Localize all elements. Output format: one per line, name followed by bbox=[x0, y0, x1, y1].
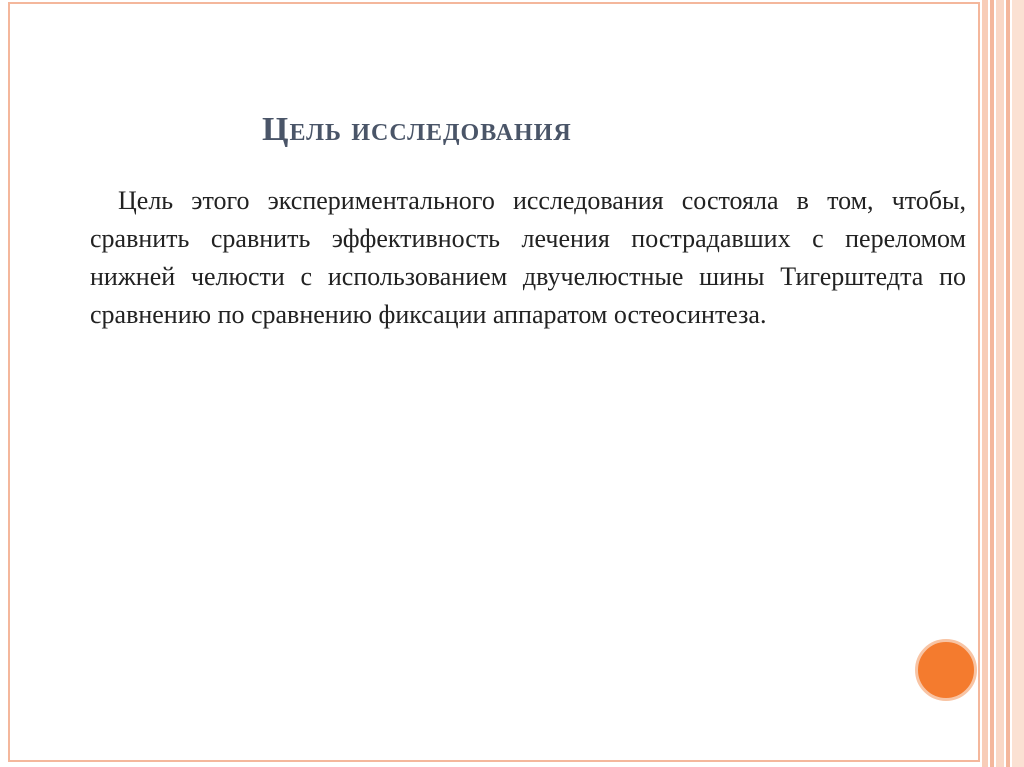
decorative-stripe bbox=[982, 0, 988, 767]
slide-body-text: Цель этого экспериментального исследования состояла в том, чтобы, сравнить сравнить эффективность лечения пострадавших с переломом нижней челюсти с использованием двучелюстные шины Тигерштедта по сравнению по сравнению фиксации аппаратом остеосинтеза. bbox=[90, 186, 966, 329]
decorative-circle-icon bbox=[915, 639, 977, 701]
decorative-stripe bbox=[996, 0, 1004, 767]
decorative-stripe bbox=[1012, 0, 1024, 767]
decorative-stripe bbox=[990, 0, 994, 767]
decorative-stripe bbox=[1006, 0, 1010, 767]
slide-title: Цель исследования bbox=[262, 111, 572, 148]
